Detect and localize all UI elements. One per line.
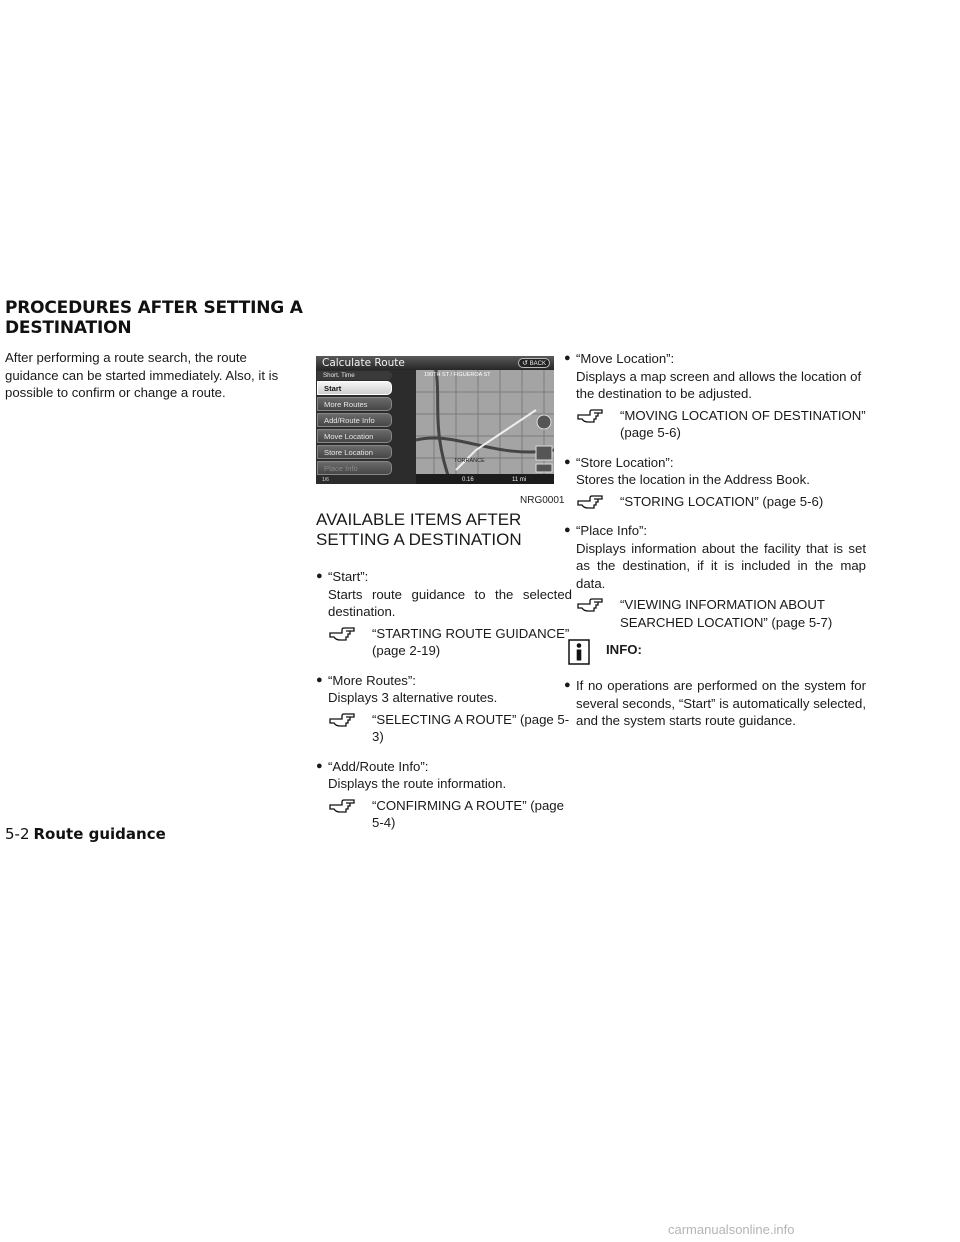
- bullet: ●: [564, 352, 571, 364]
- item-description: Starts route guidance to the selected destination.: [328, 586, 572, 619]
- item-label: “Start”:: [328, 569, 369, 584]
- distance-readout: 0.16: [462, 477, 474, 483]
- menu-item-add-route-info: Add/Route Info: [317, 413, 392, 427]
- back-button: [518, 358, 550, 368]
- reference-text: “STORING LOCATION” (page 5-6): [620, 493, 824, 509]
- item-description: Stores the location in the Address Book.: [576, 472, 810, 487]
- item-label: “Move Location”:: [576, 351, 675, 366]
- list-item-move-location: [564, 350, 866, 403]
- map-status-bar: [416, 474, 554, 484]
- menu-item-move-location: Move Location: [317, 429, 392, 443]
- page-number: 5-2: [5, 825, 30, 843]
- bullet: ●: [316, 673, 323, 686]
- page-reference: [328, 711, 572, 746]
- info-icon: [568, 639, 590, 665]
- page-reference: [328, 797, 572, 832]
- item-label: “Store Location”:: [576, 454, 674, 470]
- footer-title: Route guidance: [33, 825, 166, 843]
- pointing-hand-icon: [328, 710, 356, 732]
- back-label: BACK: [529, 361, 546, 367]
- pointing-hand-icon: [328, 624, 356, 646]
- figure-code: NRG0001: [520, 495, 565, 506]
- total-distance-readout: 11 mi: [512, 477, 527, 483]
- info-text: If no operations are performed on the system for several seconds, “Start” is automatically selected, and the system starts route guidance.: [576, 678, 866, 728]
- page-reference: [576, 596, 866, 631]
- menu-item-short-time: Short. Time: [317, 371, 392, 380]
- bullet: ●: [564, 455, 571, 468]
- page-reference: [328, 625, 572, 660]
- item-description: Displays the route information.: [328, 776, 507, 791]
- watermark: carmanualsonline.info: [668, 1222, 795, 1237]
- list-item-start: [316, 568, 572, 621]
- intro-paragraph: After performing a route search, the route guidance can be started immediately. Also, it is possible to confirm or change a route.: [5, 350, 279, 400]
- reference-text: “CONFIRMING A ROUTE” (page 5-4): [372, 797, 564, 830]
- item-description: Displays 3 alternative routes.: [328, 690, 498, 705]
- pointing-hand-icon: [576, 492, 604, 514]
- reference-text: “VIEWING INFORMATION ABOUT SEARCHED LOCATION” (page 5-7): [620, 597, 833, 630]
- item-label: “Place Info”:: [576, 523, 648, 538]
- list-item-more-routes: [316, 672, 572, 707]
- map-city-label: TORRANCE: [454, 458, 485, 464]
- bullet: ●: [564, 679, 571, 691]
- reference-text: “MOVING LOCATION OF DESTINATION” (page 5-6): [620, 407, 866, 440]
- item-label: “More Routes”:: [328, 672, 416, 688]
- screen-title: Calculate Route: [322, 357, 405, 369]
- route-map: [416, 370, 554, 484]
- page-reference: [576, 493, 866, 511]
- page-footer: [5, 825, 166, 843]
- bullet: ●: [316, 570, 323, 582]
- items-column-3: [564, 350, 866, 730]
- menu-item-place-info: Place Info: [317, 461, 392, 475]
- map-street-label: 190TH ST / FIGUEROA ST: [424, 372, 491, 378]
- bullet: ●: [564, 524, 571, 536]
- section-title: PROCEDURES AFTER SETTING A DESTINATION: [5, 298, 303, 338]
- page-reference: [576, 407, 866, 442]
- list-item-place-info: [564, 522, 866, 592]
- reference-text: “SELECTING A ROUTE” (page 5-3): [372, 711, 570, 744]
- list-item-store-location: [564, 454, 866, 489]
- subheading: AVAILABLE ITEMS AFTER SETTING A DESTINATION: [316, 510, 522, 549]
- page-indicator: 1/6: [322, 477, 329, 483]
- back-arrow-icon: ↺: [522, 360, 528, 367]
- navigation-screenshot: [316, 356, 554, 484]
- item-label: “Add/Route Info”:: [328, 758, 429, 774]
- menu-item-start: Start: [317, 381, 392, 395]
- item-description: Displays information about the facility that is set as the destination, if it is included in the map data.: [576, 540, 866, 591]
- pointing-hand-icon: [576, 595, 604, 617]
- pointing-hand-icon: [576, 406, 604, 428]
- screen-header: [316, 356, 554, 370]
- route-menu: [316, 370, 416, 484]
- reference-text: “STARTING ROUTE GUIDANCE” (page 2-19): [372, 625, 570, 658]
- pointing-hand-icon: [328, 796, 356, 818]
- list-item-add-route-info: [316, 758, 572, 793]
- map-roads-graphic: [416, 370, 554, 484]
- item-description: Displays a map screen and allows the location of the destination to be adjusted.: [576, 368, 862, 401]
- items-column-2: [316, 568, 572, 832]
- bullet: ●: [316, 759, 323, 772]
- info-note: [564, 677, 866, 730]
- info-label: INFO:: [606, 642, 642, 657]
- info-heading: [564, 639, 866, 667]
- menu-item-store-location: Store Location: [317, 445, 392, 459]
- menu-item-more-routes: More Routes: [317, 397, 392, 411]
